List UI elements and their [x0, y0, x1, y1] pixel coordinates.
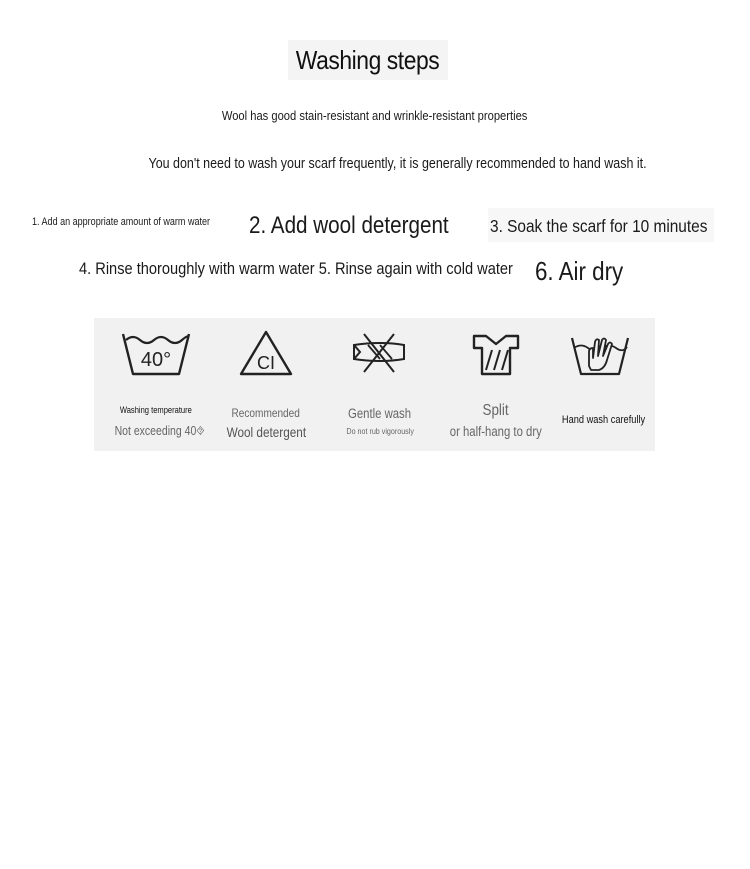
step-3: 3. Soak the scarf for 10 minutes — [490, 216, 708, 236]
care-symbol-hang-dry — [438, 318, 554, 451]
wash-note — [0, 156, 750, 172]
step-6: 6. Air dry — [535, 256, 624, 286]
care-label-line1: Gentle wash — [348, 406, 412, 421]
wash-40-icon-text: 40° — [140, 349, 172, 371]
care-label-line1: Washing temperature — [119, 405, 193, 415]
care-label-line2: Wool detergent — [226, 424, 306, 440]
chlorine-triangle-icon — [237, 328, 295, 378]
care-label-line1: Recommended — [231, 406, 301, 420]
step-4-5: 4. Rinse thoroughly with warm water 5. Rinse again with cold water — [79, 259, 513, 278]
step-1: 1. Add an appropriate amount of warm water — [32, 216, 211, 228]
care-symbol-hand-wash — [554, 318, 646, 451]
page-title: Washing steps — [296, 44, 440, 75]
care-label-line2: Not exceeding 40⯑ — [114, 424, 205, 438]
care-label-line1: Split — [482, 402, 510, 419]
care-symbol-gentle-wash — [330, 318, 430, 451]
care-symbols-panel — [94, 318, 655, 451]
step-2: 2. Add wool detergent — [249, 212, 449, 239]
title-box — [288, 40, 448, 80]
care-label-line1: Hand wash carefully — [561, 414, 646, 426]
wash-note-text: You don't need to wash your scarf frequently, it is generally recommended to hand wash it. — [148, 156, 647, 172]
care-label-line2: Do not rub vigorously — [346, 426, 414, 436]
care-symbol-detergent — [216, 318, 316, 451]
hand-wash-icon — [569, 328, 631, 378]
no-wring-icon — [350, 328, 410, 378]
chlorine-icon-text: CI — [257, 353, 275, 373]
hang-dry-shirt-icon — [470, 328, 522, 378]
subtitle-text: Wool has good stain-resistant and wrinkle-resistant properties — [222, 108, 528, 123]
care-symbol-wash-temperature — [106, 318, 206, 451]
subtitle — [0, 108, 750, 123]
wash-40-icon — [121, 328, 191, 378]
care-label-line2: or half-hang to dry — [449, 424, 543, 439]
